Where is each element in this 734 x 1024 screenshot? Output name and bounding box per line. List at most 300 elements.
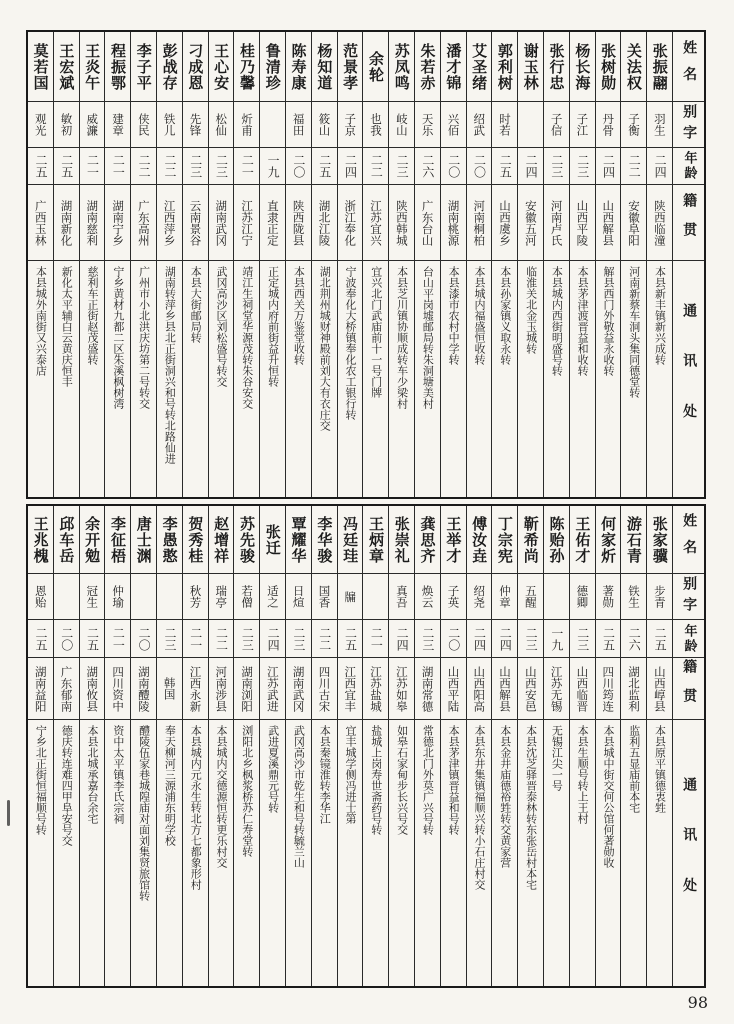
person-native: 广西玉林	[28, 185, 53, 261]
person-age: 二一	[183, 620, 208, 658]
person-name: 张家骥	[647, 506, 672, 574]
person-address: 本县东井集镇福顺兴转小石庄村交	[472, 725, 486, 890]
person-address: 本县城内元永生转北方七都象形村	[189, 725, 203, 890]
person-native: 山西临晋	[570, 658, 595, 720]
person-name: 张振翮	[647, 32, 672, 102]
person-native: 江苏宜兴	[363, 185, 388, 261]
person-zi	[260, 102, 285, 148]
person-column	[596, 506, 622, 986]
person-age: 一九	[544, 620, 569, 658]
person-name: 覃耀华	[286, 506, 311, 574]
row-label-zi: 别字	[673, 574, 704, 620]
person-address: 德庆转连难四甲阜安号交	[60, 725, 74, 846]
person-native: 广东郁南	[54, 658, 79, 720]
person-column	[28, 32, 54, 497]
person-zi: 天乐	[415, 102, 440, 148]
person-age: 二二	[209, 620, 234, 658]
person-zi	[54, 574, 79, 620]
person-address: 正定城内府前街益升恒转	[266, 266, 280, 387]
person-column	[286, 32, 312, 497]
person-name: 李征梧	[105, 506, 130, 574]
person-name: 关法权	[621, 32, 646, 102]
person-address: 宁波奉化大桥镇奉化农工银行转	[343, 266, 357, 420]
person-native: 河南卢氏	[544, 185, 569, 261]
person-zi: 铁生	[621, 574, 646, 620]
person-address: 本县茅津镇晋益和号转	[447, 725, 461, 835]
person-name: 艾圣绪	[467, 32, 492, 102]
person-address: 宁乡北正街恒福顺号转	[34, 725, 48, 835]
person-native: 江苏无锡	[544, 658, 569, 720]
person-name: 贺秀桂	[183, 506, 208, 574]
row-label-column	[673, 506, 704, 986]
person-address: 解县西门外敬益永收转	[601, 266, 615, 376]
row-label-zi: 别字	[673, 102, 704, 148]
person-native: 湖南新化	[54, 185, 79, 261]
person-column	[518, 32, 544, 497]
person-zi: 子京	[338, 102, 363, 148]
person-address: 湖南转萍乡县北正街洞兴和号转北路仙进	[163, 266, 177, 464]
person-column	[467, 32, 493, 497]
person-name: 郭利树	[492, 32, 517, 102]
person-native: 江苏江宁	[234, 185, 259, 261]
person-name: 杨长海	[570, 32, 595, 102]
person-name: 王举才	[441, 506, 466, 574]
person-address: 本县城内交德源恒转更乐村交	[215, 725, 228, 868]
person-zi: 绍武	[467, 102, 492, 148]
person-zi: 敏初	[54, 102, 79, 148]
person-column	[621, 506, 647, 986]
person-age: 二二	[621, 148, 646, 185]
person-column	[544, 32, 570, 497]
person-name: 陈贻孙	[544, 506, 569, 574]
person-native: 四川古宋	[312, 658, 337, 720]
person-column	[209, 32, 235, 497]
person-age: 二〇	[54, 620, 79, 658]
person-zi: 观光	[28, 102, 53, 148]
person-column	[54, 506, 80, 986]
person-zi: 步青	[647, 574, 672, 620]
person-native: 江西萍乡	[157, 185, 182, 261]
person-column	[363, 506, 389, 986]
row-label-age: 年龄	[673, 620, 704, 658]
person-address: 本县秦镜淮转李华江	[318, 725, 332, 824]
person-address: 本县金井庙德裕甡转交黄家营	[498, 725, 512, 868]
person-address: 本县城内西街明盛号转	[550, 266, 564, 376]
person-zi: 秋芳	[183, 574, 208, 620]
person-address: 本县城中街交何公馆何著勋收	[601, 725, 615, 868]
person-age: 二一	[80, 148, 105, 185]
person-name: 冯廷珪	[338, 506, 363, 574]
person-column	[209, 506, 235, 986]
person-name: 赵增祥	[209, 506, 234, 574]
person-zi: 筱山	[312, 102, 337, 148]
person-column	[105, 32, 131, 497]
person-zi	[157, 574, 182, 620]
person-age: 二五	[596, 620, 621, 658]
person-age: 二三	[389, 148, 414, 185]
person-zi: 侠民	[131, 102, 156, 148]
person-name: 陈寿康	[286, 32, 311, 102]
person-zi	[363, 574, 388, 620]
person-native: 湖南浏阳	[234, 658, 259, 720]
person-age: 二三	[544, 148, 569, 185]
person-zi: 日煊	[286, 574, 311, 620]
person-name: 李子平	[131, 32, 156, 102]
person-native: 江西宜丰	[338, 658, 363, 720]
person-zi: 焕云	[415, 574, 440, 620]
person-age: 二〇	[441, 620, 466, 658]
person-zi: 国香	[312, 574, 337, 620]
person-native: 湖南常德	[415, 658, 440, 720]
person-native: 山西虞乡	[492, 185, 517, 261]
person-age: 二三	[209, 148, 234, 185]
person-native: 山西解县	[596, 185, 621, 261]
roster-table-top	[26, 30, 706, 499]
person-column	[441, 32, 467, 497]
person-zi: 德卿	[570, 574, 595, 620]
person-age: 二四	[389, 620, 414, 658]
person-native: 云南景谷	[183, 185, 208, 261]
person-name: 王兆槐	[28, 506, 53, 574]
person-age: 二一	[105, 620, 130, 658]
person-native: 河南桐柏	[467, 185, 492, 261]
person-address: 武进夏溪鼎元号转	[266, 725, 280, 813]
person-address: 宁乡黄材九都二区朱溪枫树湾	[111, 266, 125, 409]
person-age: 二五	[80, 620, 105, 658]
person-age: 二〇	[441, 148, 466, 185]
person-zi: 冠生	[80, 574, 105, 620]
person-zi: 也我	[363, 102, 388, 148]
person-zi: 子英	[441, 574, 466, 620]
person-address: 奉天柳河三源浦东明学校	[163, 725, 177, 846]
person-name: 龚思齐	[415, 506, 440, 574]
person-name: 靳希尚	[518, 506, 543, 574]
person-name: 余开勉	[80, 506, 105, 574]
person-column	[157, 506, 183, 986]
person-address: 常德北门外莫广兴号转	[421, 725, 435, 835]
person-column	[544, 506, 570, 986]
person-column	[363, 32, 389, 497]
person-name: 张崇礼	[389, 506, 414, 574]
person-native: 直隶正定	[260, 185, 285, 261]
person-address: 本县孙家镇义取永转	[498, 266, 512, 365]
person-column	[621, 32, 647, 497]
person-name: 李愚憨	[157, 506, 182, 574]
person-age: 二六	[415, 148, 440, 185]
person-address: 本县生顺号转上王村	[576, 725, 590, 824]
person-column	[492, 32, 518, 497]
person-age: 二五	[312, 148, 337, 185]
person-address: 本县新丰镇新兴成转	[653, 266, 667, 365]
person-name: 李华骏	[312, 506, 337, 574]
person-name: 杨知道	[312, 32, 337, 102]
person-address: 临淮关北金玉城转	[524, 266, 538, 354]
person-zi: 羽生	[647, 102, 672, 148]
page-number: 98	[687, 993, 708, 1012]
person-native: 陕西临潼	[647, 185, 672, 261]
person-zi: 五醒	[518, 574, 543, 620]
person-column	[260, 506, 286, 986]
person-zi: 牖	[338, 574, 363, 620]
person-address: 湖北荆州城财神殿前刘大有衣庄交	[318, 266, 332, 431]
person-age: 二一	[234, 148, 259, 185]
person-zi: 子信	[544, 102, 569, 148]
scan-pen-mark	[7, 800, 10, 826]
person-age: 二四	[596, 148, 621, 185]
person-column	[157, 32, 183, 497]
person-age: 二四	[518, 148, 543, 185]
person-native: 江苏武进	[260, 658, 285, 720]
person-age: 二一	[105, 148, 130, 185]
person-column	[183, 506, 209, 986]
person-zi: 先锋	[183, 102, 208, 148]
person-age: 二四	[492, 620, 517, 658]
person-age: 二四	[467, 620, 492, 658]
person-zi: 著勋	[596, 574, 621, 620]
person-zi: 铁儿	[157, 102, 182, 148]
person-native: 湖南醴陵	[131, 658, 156, 720]
person-name: 余轮	[363, 32, 388, 102]
person-address: 慈利车正街赵茂盛转	[86, 266, 100, 365]
person-address: 宜兴北门武庙前十一号门牌	[369, 266, 383, 398]
person-address: 本县北城承嘉台余宅	[86, 725, 100, 824]
person-column	[492, 506, 518, 986]
person-native: 湖北监利	[621, 658, 646, 720]
person-name: 潘才锦	[441, 32, 466, 102]
person-age: 二三	[415, 620, 440, 658]
person-column	[441, 506, 467, 986]
person-address: 本县原平镇德衷甡	[653, 725, 667, 813]
person-name: 张迁	[260, 506, 285, 574]
person-age: 二五	[54, 148, 79, 185]
person-column	[312, 32, 338, 497]
person-zi: 炘甫	[234, 102, 259, 148]
person-name: 唐士渊	[131, 506, 156, 574]
person-native: 江苏如皋	[389, 658, 414, 720]
person-native: 广东台山	[415, 185, 440, 261]
person-age: 二三	[570, 620, 595, 658]
person-age: 二〇	[131, 620, 156, 658]
person-address: 广州市小北洪庆坊第二号转交	[137, 266, 151, 409]
person-age: 一九	[260, 148, 285, 185]
person-zi: 福田	[286, 102, 311, 148]
person-name: 王心安	[209, 32, 234, 102]
person-address: 醴陵伍家巷城隍庙对面刘集贤旅馆转	[137, 725, 151, 901]
person-name: 丁宗宪	[492, 506, 517, 574]
person-column	[183, 32, 209, 497]
row-label-age: 年龄	[673, 148, 704, 185]
person-age: 二二	[131, 148, 156, 185]
person-native: 韩国	[157, 658, 182, 720]
person-native: 四川资中	[105, 658, 130, 720]
person-column	[518, 506, 544, 986]
person-column	[286, 506, 312, 986]
person-column	[570, 506, 596, 986]
person-address: 本县大街邮局转	[189, 266, 203, 343]
person-native: 湖南益阳	[28, 658, 53, 720]
person-name: 王炎午	[80, 32, 105, 102]
person-name: 王炳章	[363, 506, 388, 574]
person-address: 盐城上岗寿世斋药号转	[369, 725, 383, 835]
person-age: 二四	[338, 148, 363, 185]
person-address: 武冈高沙市乾生和号转毓兰山	[292, 725, 306, 868]
person-name: 朱若赤	[415, 32, 440, 102]
person-age: 二二	[312, 620, 337, 658]
person-column	[570, 32, 596, 497]
person-zi: 适之	[260, 574, 285, 620]
person-name: 游石青	[621, 506, 646, 574]
person-zi: 时若	[492, 102, 517, 148]
person-name: 程振鄂	[105, 32, 130, 102]
person-age: 二三	[286, 620, 311, 658]
person-zi: 瑞亭	[209, 574, 234, 620]
person-zi: 子衡	[621, 102, 646, 148]
person-zi: 若僧	[234, 574, 259, 620]
person-native: 山西崞县	[647, 658, 672, 720]
person-zi: 仲章	[492, 574, 517, 620]
person-age: 二〇	[467, 148, 492, 185]
person-native: 湖南慈利	[80, 185, 105, 261]
person-name: 邱车岳	[54, 506, 79, 574]
person-address: 浏阳北乡枫浆桥苏仁寿堂转	[240, 725, 254, 857]
person-native: 山西平陆	[441, 658, 466, 720]
person-age: 二三	[518, 620, 543, 658]
person-address: 靖江生祠堂华源茂转朱谷安交	[240, 266, 254, 409]
person-address: 宜丰城学侧冯进士第	[343, 725, 357, 824]
person-column	[131, 32, 157, 497]
person-address: 本县城外南街又兴泰店	[34, 266, 48, 376]
person-column	[105, 506, 131, 986]
person-name: 鲁清珍	[260, 32, 285, 102]
person-native: 湖南武冈	[209, 185, 234, 261]
person-column	[338, 32, 364, 497]
person-address: 无锡江尖一号	[550, 725, 564, 791]
person-zi: 真吾	[389, 574, 414, 620]
person-name: 刁成恩	[183, 32, 208, 102]
person-column	[234, 506, 260, 986]
person-age: 二三	[570, 148, 595, 185]
person-address: 监利五显庙前本宅	[627, 725, 641, 813]
person-column	[415, 506, 441, 986]
person-address: 本县芝川镇协顺成转车少梁村	[395, 266, 409, 409]
person-native: 山西安邑	[518, 658, 543, 720]
person-native: 安徽阜阳	[621, 185, 646, 261]
person-age: 二六	[621, 620, 646, 658]
person-zi: 威濂	[80, 102, 105, 148]
person-native: 湖南桃源	[441, 185, 466, 261]
person-zi	[131, 574, 156, 620]
person-age: 二一	[363, 620, 388, 658]
person-address: 新化太平辅白云黄庆恒丰	[60, 266, 74, 387]
person-column	[28, 506, 54, 986]
person-native: 山西阳高	[467, 658, 492, 720]
person-column	[234, 32, 260, 497]
person-age: 二五	[492, 148, 517, 185]
person-column	[415, 32, 441, 497]
person-native: 江西永新	[183, 658, 208, 720]
person-name: 傅汝垚	[467, 506, 492, 574]
person-column	[54, 32, 80, 497]
person-name: 王佑才	[570, 506, 595, 574]
row-label-native: 籍贯	[673, 185, 704, 261]
person-name: 彭战存	[157, 32, 182, 102]
person-zi: 建章	[105, 102, 130, 148]
person-age: 二五	[647, 620, 672, 658]
person-name: 桂乃馨	[234, 32, 259, 102]
person-address: 本县沈芝驿晋泰林转东张岳村本宅	[524, 725, 538, 890]
person-column	[647, 506, 673, 986]
person-address: 台山平岗墟邮局转朱洞塘美村	[421, 266, 435, 409]
row-label-native: 籍贯	[673, 658, 704, 720]
person-address: 如皋石家甸步长兴号交	[395, 725, 409, 835]
person-age: 二三	[234, 620, 259, 658]
person-zi	[544, 574, 569, 620]
person-native: 江苏盐城	[363, 658, 388, 720]
person-address: 本县西关万鉴堂收转	[292, 266, 306, 365]
person-zi: 恩贻	[28, 574, 53, 620]
person-zi: 仲瑜	[105, 574, 130, 620]
person-native: 湖南宁乡	[105, 185, 130, 261]
person-native: 广东高州	[131, 185, 156, 261]
person-zi: 松仙	[209, 102, 234, 148]
person-name: 苏先骏	[234, 506, 259, 574]
person-name: 王宏斌	[54, 32, 79, 102]
person-address: 河南新蔡车洞头集同德堂转	[627, 266, 641, 398]
person-column	[389, 32, 415, 497]
roster-table-bottom	[26, 504, 706, 988]
person-age: 二五	[28, 148, 53, 185]
person-column	[647, 32, 673, 497]
row-label-name: 姓名	[673, 506, 704, 574]
person-zi: 子江	[570, 102, 595, 148]
person-zi: 岐山	[389, 102, 414, 148]
person-age: 二二	[363, 148, 388, 185]
person-name: 谢玉林	[518, 32, 543, 102]
person-column	[467, 506, 493, 986]
person-age: 二〇	[286, 148, 311, 185]
person-column	[80, 32, 106, 497]
person-age: 二四	[647, 148, 672, 185]
person-address: 本县茅津渡晋益和收转	[576, 266, 590, 376]
person-column	[389, 506, 415, 986]
person-column	[596, 32, 622, 497]
person-name: 范景孝	[338, 32, 363, 102]
person-native: 湖南武冈	[286, 658, 311, 720]
person-zi: 丹骨	[596, 102, 621, 148]
person-name: 张行忠	[544, 32, 569, 102]
person-age: 二五	[28, 620, 53, 658]
person-age: 二三	[157, 620, 182, 658]
row-label-address: 通讯处	[681, 303, 698, 455]
person-age: 二二	[157, 148, 182, 185]
person-native: 山西解县	[492, 658, 517, 720]
person-native: 河南涉县	[209, 658, 234, 720]
person-age: 二五	[338, 620, 363, 658]
person-native: 陕西韩城	[389, 185, 414, 261]
person-address: 本县漆市农村中学转	[447, 266, 461, 365]
person-address: 资中太平镇李氏宗祠	[111, 725, 125, 824]
person-name: 张树勋	[596, 32, 621, 102]
person-column	[312, 506, 338, 986]
person-name: 何家炘	[596, 506, 621, 574]
person-native: 四川筠连	[596, 658, 621, 720]
person-name: 苏凤鸣	[389, 32, 414, 102]
person-native: 湖南攸县	[80, 658, 105, 720]
person-native: 安徽五河	[518, 185, 543, 261]
person-column	[260, 32, 286, 497]
row-label-name: 姓名	[673, 32, 704, 102]
person-zi	[518, 102, 543, 148]
